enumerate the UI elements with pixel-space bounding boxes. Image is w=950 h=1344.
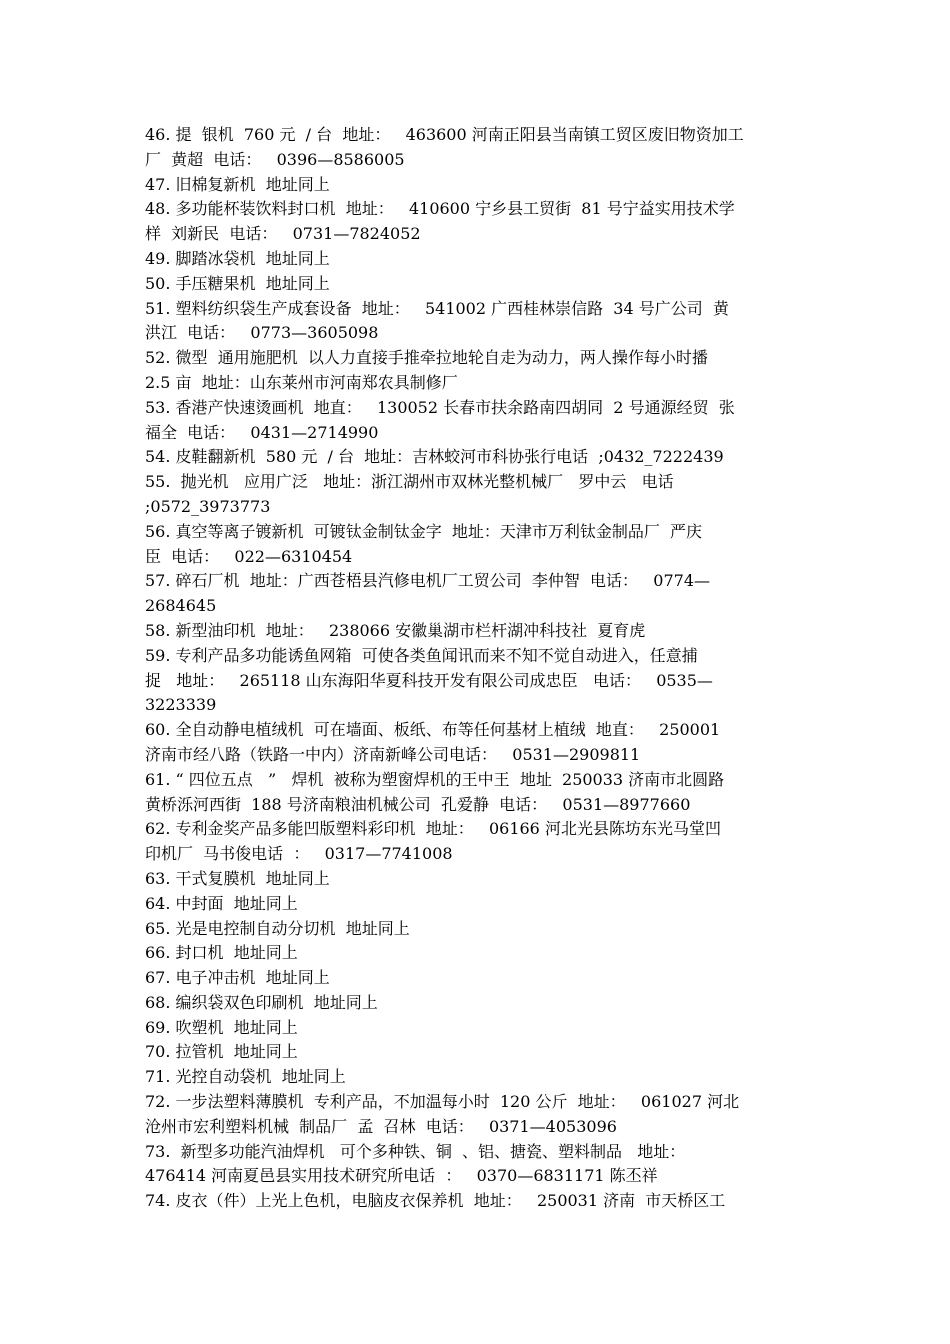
text-line: 黄桥泺河西街 188 号济南粮油机械公司 孔爱静 电话： 0531—8977660 — [145, 794, 691, 814]
text-line: 济南市经八路（铁路一中内）济南新峰公司电话： 0531—2909811 — [145, 744, 641, 764]
text-line: 49. 脚踏冰袋机 地址同上 — [145, 248, 330, 268]
text-line: 50. 手压糖果机 地址同上 — [145, 273, 330, 293]
text-line: 64. 中封面 地址同上 — [145, 893, 298, 913]
text-line: 58. 新型油印机 地址： 238066 安徽巢湖市栏杆湖冲科技社 夏育虎 — [145, 620, 646, 640]
document-body — [145, 123, 807, 1214]
text-line: 洪江 电话： 0773—3605098 — [145, 323, 379, 343]
text-line: 72. 一步法塑料薄膜机 专利产品，不加温每小时 120 公斤 地址： 061027 河北 — [145, 1092, 740, 1112]
text-line: 55. 抛光机 应用广泛 地址：浙江湖州市双林光整机械厂 罗中云 电话 — [145, 472, 674, 492]
text-line: 沧州市宏利塑料机械 制品厂 孟 召林 电话： 0371—4053096 — [145, 1116, 617, 1136]
text-line: 74. 皮衣（件）上光上色机，电脑皮衣保养机 地址： 250031 济南 市天桥区工 — [145, 1191, 726, 1211]
text-line: 2.5 亩 地址：山东莱州市河南郑农具制修厂 — [145, 372, 458, 392]
text-line: 476414 河南夏邑县实用技术研究所电话 ： 0370—6831171 陈丕祥 — [145, 1166, 658, 1186]
text-line: 62. 专利金奖产品多能凹版塑料彩印机 地址： 06166 河北光县陈坊东光马堂凹 — [145, 819, 721, 839]
text-line: 53. 香港产快速烫画机 地直： 130052 长春市扶余路南四胡同 2 号通源经贸 张 — [145, 397, 735, 417]
text-line: 样 刘新民 电话： 0731—7824052 — [145, 224, 421, 244]
text-line: 46. 提 银机 760 元 / 台 地址： 463600 河南正阳县当南镇工贸区废旧物资加工 — [145, 125, 744, 144]
text-line: 71. 光控自动袋机 地址同上 — [145, 1067, 346, 1087]
text-line: 捉 地址： 265118 山东海阳华夏科技开发有限公司成忠臣 电话： 0535— — [145, 670, 713, 690]
text-line: 福全 电话： 0431—2714990 — [145, 422, 379, 442]
text-line: ;0572_3973773 — [145, 496, 271, 516]
text-line: 3223339 — [145, 695, 217, 715]
text-line: 59. 专利产品多功能诱鱼网箱 可使各类鱼闻讯而来不知不觉自动进入，任意捕 — [145, 645, 698, 665]
text-line: 66. 封口机 地址同上 — [145, 943, 298, 963]
text-line: 56. 真空等离子镀新机 可镀钛金制钛金字 地址：天津市万利钛金制品厂 严庆 — [145, 521, 703, 541]
text-line: 48. 多功能杯装饮料封口机 地址： 410600 宁乡县工贸街 81 号宁益实用技术学 — [145, 199, 735, 219]
text-line: 70. 拉管机 地址同上 — [145, 1042, 298, 1062]
text-line: 60. 全自动静电植绒机 可在墙面、板纸、布等任何基材上植绒 地直： 250001 — [145, 720, 721, 740]
text-line: 52. 微型 通用施肥机 以人力直接手推牵拉地轮自走为动力，两人操作每小时播 — [145, 348, 708, 368]
text-line: 47. 旧棉复新机 地址同上 — [145, 174, 330, 194]
text-line: 54. 皮鞋翻新机 580 元 / 台 地址：吉林蛟河市科协张行电话 ;0432_7222439 — [145, 447, 724, 467]
text-line: 2684645 — [145, 596, 217, 616]
text-line: 68. 编织袋双色印刷机 地址同上 — [145, 992, 378, 1012]
text-line: 厂 黄超 电话： 0396—8586005 — [145, 149, 405, 169]
text-line: 63. 干式复膜机 地址同上 — [145, 868, 330, 888]
text-line: 73. 新型多功能汽油焊机 可个多种铁、铜 、铝、搪瓷、塑料制品 地址： — [145, 1141, 686, 1161]
text-line: 67. 电子冲击机 地址同上 — [145, 968, 330, 988]
text-line: 印机厂 马书俊电话 ： 0317—7741008 — [145, 844, 453, 864]
text-line: 51. 塑料纺织袋生产成套设备 地址： 541002 广西桂林崇信路 34 号广公司 黄 — [145, 298, 729, 318]
text-line: 65. 光是电控制自动分切机 地址同上 — [145, 918, 410, 938]
text-line: 61. “ 四位五点 ” 焊机 被称为塑窗焊机的王中王 地址 250033 济南市北圆路 — [145, 769, 725, 789]
text-line: 57. 碎石厂机 地址：广西苍梧县汽修电机厂工贸公司 李仲智 电话： 0774— — [145, 571, 711, 591]
text-line: 69. 吹塑机 地址同上 — [145, 1017, 298, 1037]
text-line: 臣 电话： 022—6310454 — [145, 546, 353, 566]
